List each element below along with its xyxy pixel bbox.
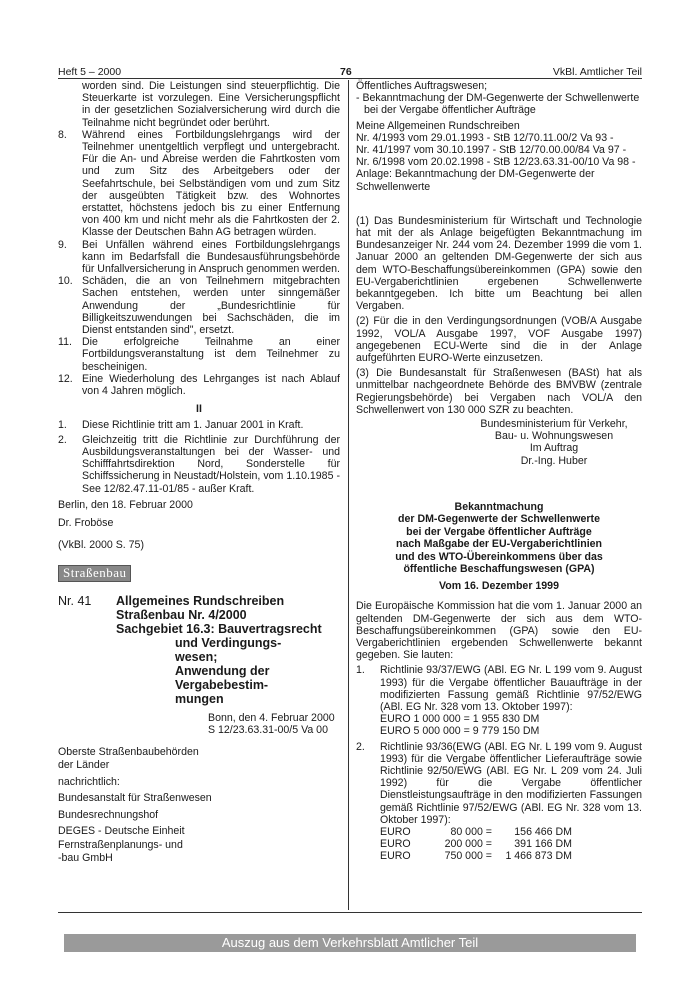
- right-column: [356, 80, 642, 863]
- signature-block: Bundesministerium für Verkehr, Bau- u. Wohnungswesen Im Auftrag Dr.-Ing. Huber: [480, 418, 628, 467]
- recipients: Oberste Straßenbaubehörden der Länder nachrichtlich: Bundesanstalt für Straßenwesen Bundesrechnungshof DEGES - Deutsche Einheit Fernstraßenplanungs- und -bau GmbH: [58, 745, 212, 865]
- list-item: 11. Die erfolgreiche Teilnahme an einer Fortbildungsveranstaltung ist dem Teilnehmer zu bescheinigen.: [58, 336, 340, 373]
- footer-rule: [58, 912, 642, 913]
- ref-line: Nr. 4/1993 vom 29.01.1993 - StB 12/70.11.00/2 Va 93 -: [356, 131, 614, 144]
- ref-line: Nr. 41/1997 vom 30.10.1997 - StB 12/70.00.00/84 Va 97 -: [356, 144, 627, 157]
- list-item: 2. Gleichzeitig tritt die Richtlinie zur Durchführung der Ausbildungsveranstaltungen bei der Wasser- und Schifffahrtsdirektion Nord, Sonderstelle für Schiffssicherung in Neustadt/Holstein, vom 1.10.1985 - See 12/82.47.11-01/85 - außer Kraft.: [58, 433, 340, 495]
- circular-subtitle: und Verdingungs- wesen; Anwendung der Vergabebestim- mungen: [175, 635, 282, 706]
- list-item: 1. Diese Richtlinie tritt am 1. Januar 2001 in Kraft.: [58, 419, 304, 432]
- subject-line: Öffentliches Auftragswesen;: [356, 80, 488, 92]
- euro-values: EURO 1 000 000 = 1 955 830 DM EURO 5 000 000 = 9 779 150 DM: [380, 713, 540, 738]
- subject-detail: - Bekanntmachung der DM-Gegenwerte der Schwellenwerte bei der Vergabe öffentlicher Aufträge: [356, 92, 640, 117]
- paragraph: (1) Das Bundesministerium für Wirtschaft und Technologie hat mit der als Anlage beigefügten Bekanntmachung im Bundesanzeiger Nr. 244 vom 24. Dezember 1999 die vom 1. Januar 2000 an geltenden DM-Gegenwerte der sich aus dem WTO-Beschaffungsübereinkommen (GPA) sowie den EU-Vergaberichtlinien ergebenen Schwellenwerte bekanntgegeben. Ich bitte um Beachtung bei allen Vergaben.: [356, 214, 642, 313]
- list-item: 10. Schäden, die an von Teilnehmern mitgebrachten Sachen entstehen, werden unter sinngemäßer Anwendung der „Bundesrichtlinie für Billigkeitszuwendungen bei Sachschäden, die im Dienst entstanden sind", ersetzt.: [58, 275, 340, 337]
- announcement-intro: Die Europäische Kommission hat die vom 1. Januar 2000 an geltenden DM-Gegenwerte der sich aus dem WTO-Beschaffungsübereinkommen (GPA) sowie den EU-Vergaberichtlinien ergebenden Schwellenwerte bekannt gegeben. Sie lauten:: [356, 600, 642, 662]
- place-date: Berlin, den 18. Februar 2000: [58, 498, 193, 511]
- euro-row: EURO 750 000 = 1 466 873 DM: [380, 850, 572, 863]
- announcement-title: Bekanntmachung der DM-Gegenwerte der Schwellenwerte bei der Vergabe öffentlicher Aufträge nach Maßgabe der EU-Vergaberichtlinien und des WTO-Übereinkommens über das öffentliche Beschaffungswesen (GPA) Vom 16. Dezember 1999: [356, 501, 642, 593]
- paragraph: (2) Für die in den Verdingungsordnungen (VOB/A Ausgabe 1992, VOL/A Ausgabe 1997, VOF Ausgabe 1997) angegebenen ECU-Werte sind die in der Anlage aufgeführten EURO-Werte einzusetzen.: [356, 315, 642, 365]
- ref-line: Nr. 6/1998 vom 20.02.1998 - StB 12/23.63.31-00/10 Va 98 -: [356, 156, 636, 169]
- page-number: 76: [340, 66, 352, 78]
- euro-row: EURO 80 000 = 156 466 DM: [380, 826, 572, 839]
- list-item: 2. Richtlinie 93/36(EWG (ABl. EG Nr. L 199 vom 9. August 1993) für die Vergabe öffentlicher Lieferaufträge sowie Richtlinie 92/50/EWG (ABl. EG Nr. L 209 vom 24. Juli 1992) für die Vergabe öffentlicher Dienstleistungsaufträge in den modifizierten Fassungen gemäß Richtlinie 97/52/EWG (ABl. EG Nr. 328 vom 13. Oktober 1997):: [356, 740, 642, 826]
- continued-text: worden sind. Die Leistungen sind steuerpflichtig. Die Steuerkarte ist vorzulegen. Eine Versicherungspflicht in der gesetzlichen Sozialversicherung wird durch die Teilnahme nicht begründet oder berührt.: [82, 80, 340, 129]
- euro-row: EURO 200 000 = 391 166 DM: [380, 838, 572, 851]
- list-item: 12. Eine Wiederholung des Lehrganges ist nach Ablauf von 4 Jahren möglich.: [58, 372, 340, 398]
- list-item: 1. Richtlinie 93/37/EWG (ABl. EG Nr. L 199 vom 9. August 1993) für die Vergabe öffentlicher Bauaufträge in der modifizierten Fassung gemäß Richtlinie 97/52/EWG (ABl. EG Nr. 328 vom 13. Oktober 1997):: [356, 664, 642, 714]
- circular-date-ref: Bonn, den 4. Februar 2000 S 12/23.63.31-00/5 Va 00: [208, 711, 335, 736]
- left-column: [58, 80, 340, 866]
- footer-banner: Auszug aus dem Verkehrsblatt Amtlicher Teil: [64, 934, 636, 952]
- list-item: 9. Bei Unfällen während eines Fortbildungslehrgangs kann im Bedarfsfall die Bundesausführungsbehörde für Unfallversicherung in Anspruch genommen werden.: [58, 238, 340, 276]
- ref-heading: Meine Allgemeinen Rundschreiben: [356, 119, 520, 132]
- paragraph: (3) Die Bundesanstalt für Straßenwesen (BASt) hat als unmittelbar nachgeordnete Behörde des BMVBW (zentrale Regierungsbehörde) bei Vergaben nach VOL/A den Schwellenwert von 130 000 SZR zu beachten.: [356, 367, 642, 416]
- header-publication: VkBl. Amtlicher Teil: [552, 66, 642, 78]
- section-roman: II: [196, 403, 202, 416]
- reference: (VkBl. 2000 S. 75): [58, 539, 144, 552]
- attachment-line: Anlage: Bekanntmachung der DM-Gegenwerte der Schwellenwerte: [356, 168, 595, 193]
- header-issue: Heft 5 – 2000: [58, 66, 122, 78]
- section-banner: Straßenbau: [58, 565, 131, 581]
- announcement-date: Vom 16. Dezember 1999: [439, 579, 559, 592]
- list-item: 8. Während eines Fortbildungslehrgangs wird der Teilnehmer unentgeltlich verpflegt und untergebracht. Für die An- und Abreise werden die Fahrtkosten vom und zum Sitz des Arbeitgebers oder der Seefahrtschule, bei Selbständigen vom und zum Sitz der ausgeübten Tätigkeit bzw. des Wohnortes erstattet, höchstens jedoch bis zu einer Entfernung von 400 km und nicht mehr als die Fahrtkosten der 2. Klasse der Deutschen Bahn AG betragen würden.: [58, 128, 340, 239]
- euro-values: [356, 826, 642, 863]
- circular-heading: Nr. 41 Allgemeines Rundschreiben Straßenbau Nr. 4/2000 Sachgebiet 16.3: Bauvertragsrecht: [58, 593, 322, 636]
- header-rule: [58, 78, 642, 79]
- signer: Dr. Froböse: [58, 516, 114, 529]
- column-divider: [348, 80, 349, 910]
